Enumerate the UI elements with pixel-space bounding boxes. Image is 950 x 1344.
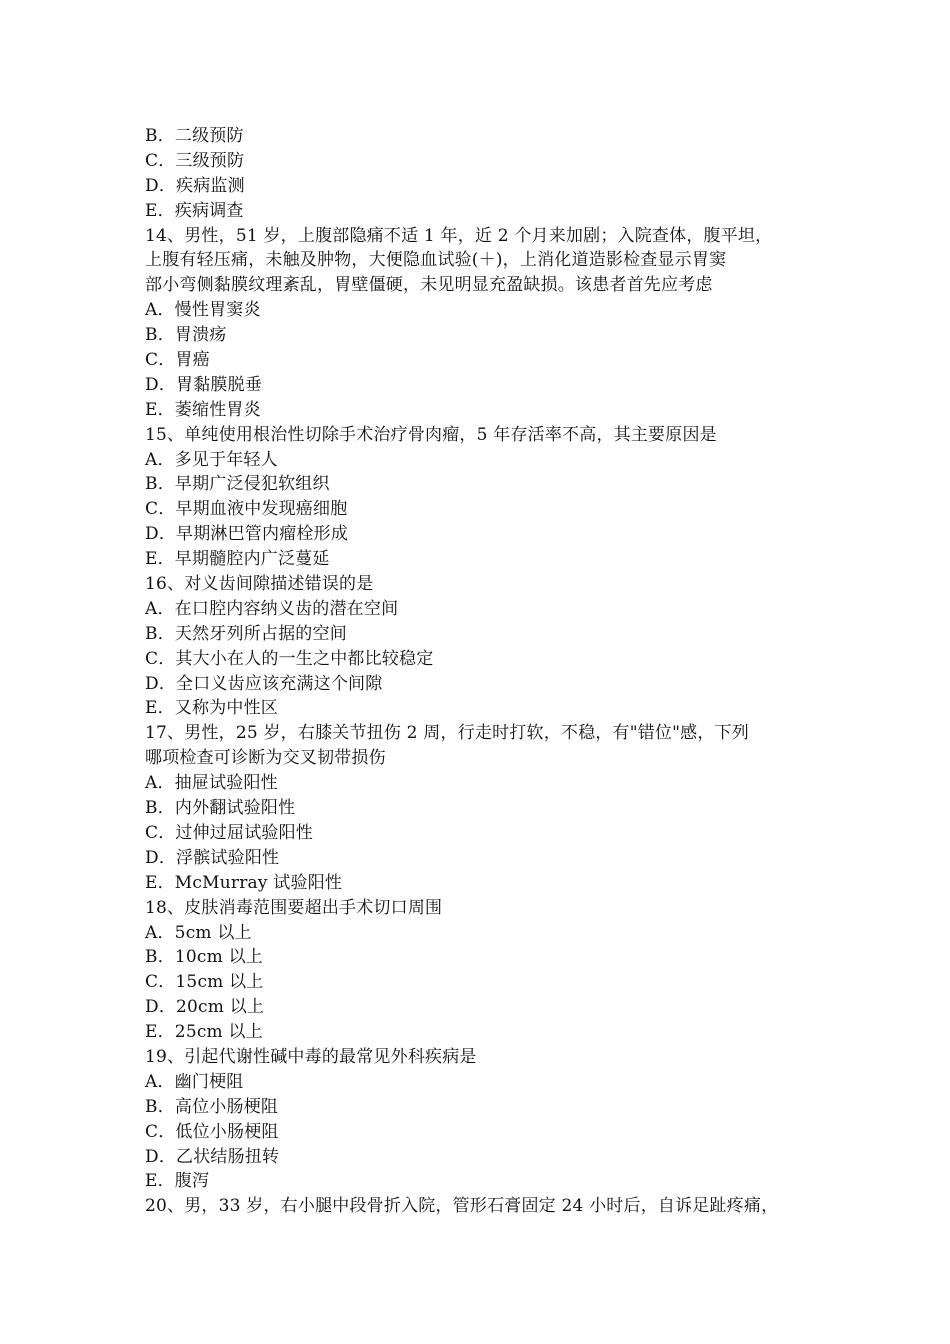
option-line: B．内外翻试验阳性 — [145, 798, 296, 819]
question-line: 18、皮肤消毒范围要超出手术切口周围 — [145, 897, 443, 918]
option-line: C．其大小在人的一生之中都比较稳定 — [145, 648, 434, 669]
question-line: 20、男，33 岁，右小腿中段骨折入院，管形石膏固定 24 小时后，自诉足趾疼痛， — [145, 1196, 779, 1217]
option-line: C．过伸过屈试验阳性 — [145, 822, 314, 843]
option-line: E．McMurray 试验阳性 — [145, 872, 343, 893]
option-line: D．胃黏膜脱垂 — [145, 374, 263, 395]
option-line: A．在口腔内容纳义齿的潜在空间 — [145, 598, 399, 619]
question-line: 部小弯侧黏膜纹理紊乱，胃壁僵硬，未见明显充盈缺损。该患者首先应考虑 — [145, 275, 713, 296]
question-line: 19、引起代谢性碱中毒的最常见外科疾病是 — [145, 1046, 477, 1067]
option-line: D．疾病监测 — [145, 175, 245, 196]
option-line: D．浮髌试验阳性 — [145, 847, 280, 868]
option-line: B．天然牙列所占据的空间 — [145, 623, 347, 644]
option-line: E．萎缩性胃炎 — [145, 399, 261, 420]
option-line: A．慢性胃窦炎 — [145, 300, 261, 321]
option-line: A．多见于年轻人 — [145, 449, 278, 470]
option-line: B．胃溃疡 — [145, 325, 227, 346]
option-line: C．三级预防 — [145, 150, 245, 171]
question-line: 15、单纯使用根治性切除手术治疗骨肉瘤，5 年存活率不高，其主要原因是 — [145, 424, 717, 445]
option-line: D．20cm 以上 — [145, 997, 265, 1018]
option-line: D．早期淋巴管内瘤栓形成 — [145, 524, 349, 545]
option-line: E．腹泻 — [145, 1171, 210, 1192]
option-line: C．胃癌 — [145, 350, 210, 371]
document-body — [145, 124, 815, 1219]
question-line: 哪项检查可诊断为交叉韧带损伤 — [145, 748, 386, 769]
option-line: B．高位小肠梗阻 — [145, 1096, 279, 1117]
option-line: C．早期血液中发现癌细胞 — [145, 499, 348, 520]
option-line: D．全口义齿应该充满这个间隙 — [145, 673, 383, 694]
question-line: 14、男性，51 岁，上腹部隐痛不适 1 年，近 2 个月来加剧；入院查体，腹平坦， — [145, 225, 773, 246]
question-line: 17、男性，25 岁，右膝关节扭伤 2 周，行走时打软，不稳，有"错位"感，下列 — [145, 723, 749, 744]
option-line: C．低位小肠梗阻 — [145, 1121, 279, 1142]
option-line: B．早期广泛侵犯软组织 — [145, 474, 330, 495]
option-line: B．二级预防 — [145, 126, 244, 146]
option-line: E．25cm 以上 — [145, 1022, 263, 1043]
option-line: E．早期髓腔内广泛蔓延 — [145, 549, 330, 570]
option-line: A．幽门梗阻 — [145, 1071, 244, 1092]
option-line: E．又称为中性区 — [145, 698, 279, 719]
option-line: A．5cm 以上 — [145, 922, 252, 943]
question-line: 上腹有轻压痛，未触及肿物，大便隐血试验(＋)，上消化道造影检查显示胃窦 — [145, 250, 727, 271]
option-line: B．10cm 以上 — [145, 947, 263, 968]
option-line: D．乙状结肠扭转 — [145, 1146, 280, 1167]
option-line: E．疾病调查 — [145, 200, 244, 221]
question-line: 16、对义齿间隙描述错误的是 — [145, 574, 374, 595]
option-line: A．抽屉试验阳性 — [145, 773, 278, 794]
option-line: C．15cm 以上 — [145, 972, 264, 993]
